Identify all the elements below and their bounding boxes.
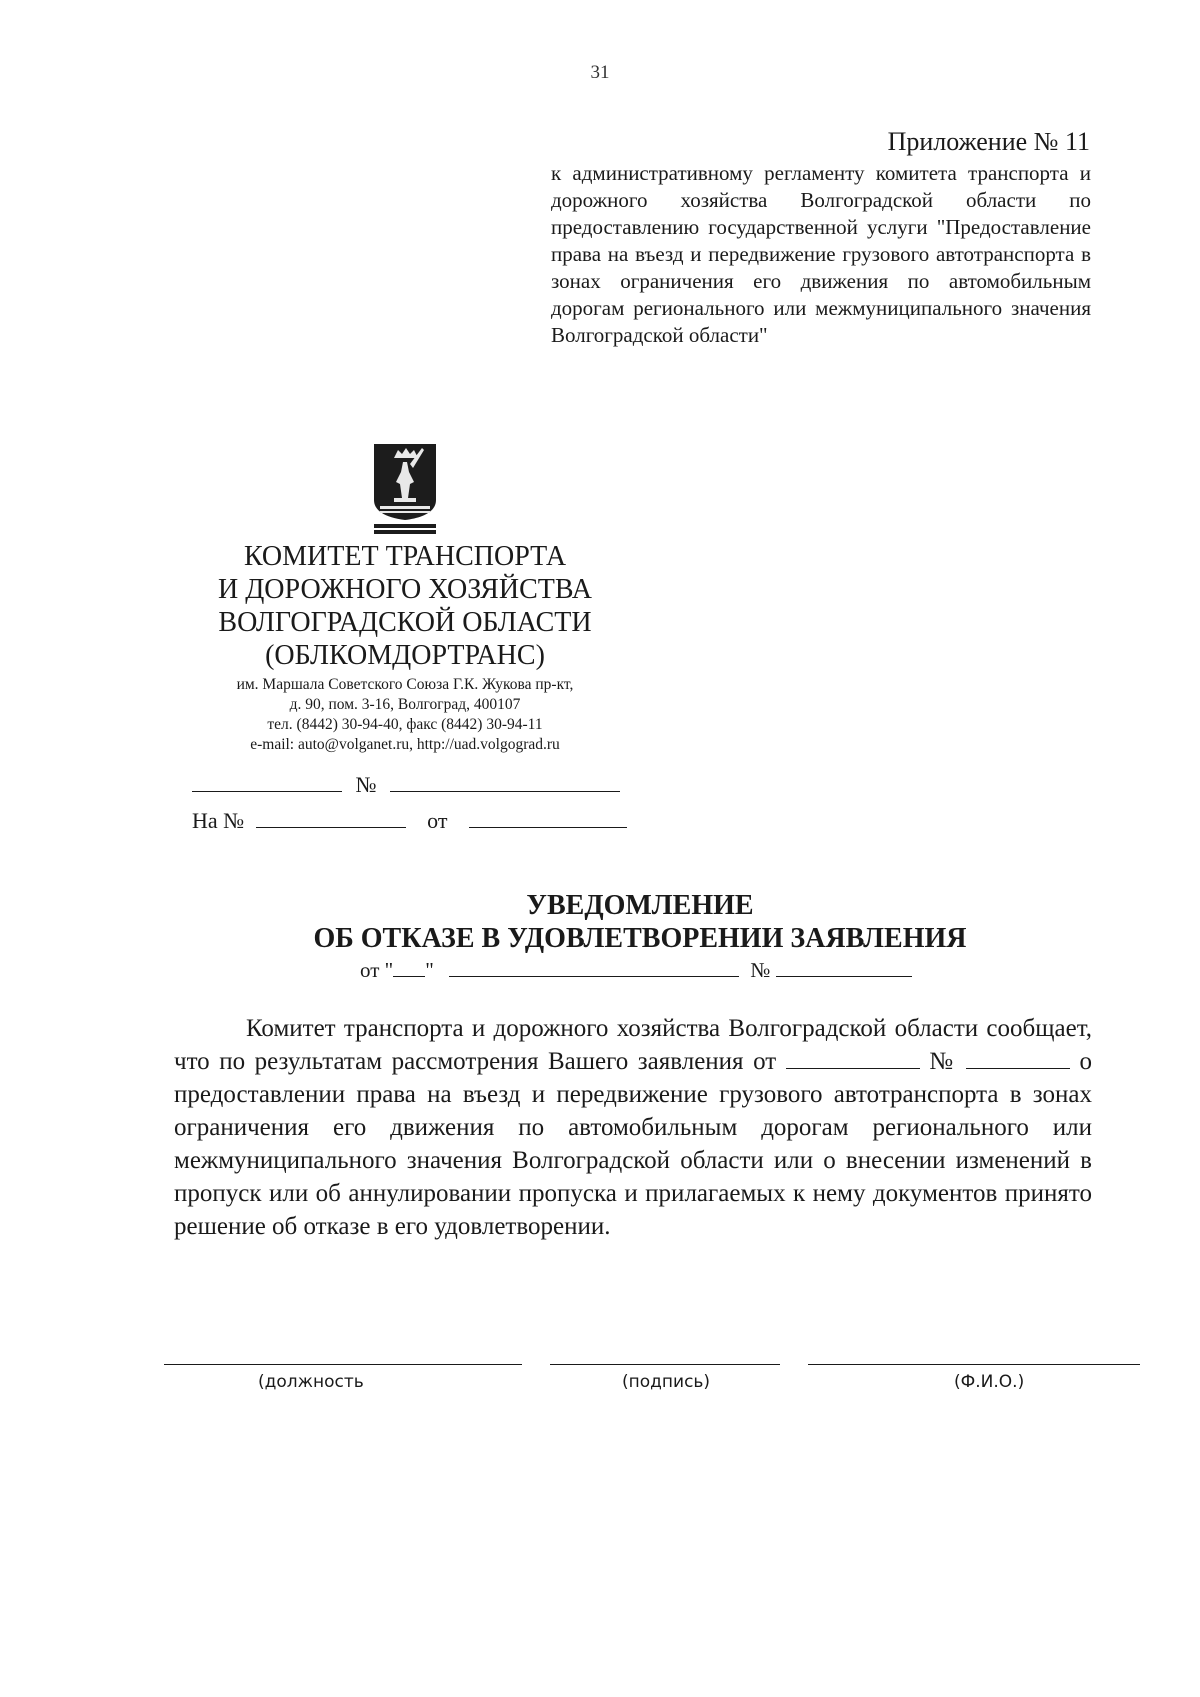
body-number-sign: № — [929, 1048, 957, 1075]
org-name-line-2: И ДОРОЖНОГО ХОЗЯЙСТВА — [217, 574, 592, 605]
registration-date-blank[interactable] — [192, 773, 342, 792]
notice-subtitle: ОБ ОТКАЗЕ В УДОВЛЕТВОРЕНИИ ЗАЯВЛЕНИЯ — [313, 923, 967, 954]
registration-number-line — [192, 772, 620, 798]
notice-title: УВЕДОМЛЕНИЕ — [526, 890, 754, 921]
notice-date-prefix: от " — [360, 958, 394, 982]
signature-line[interactable] — [550, 1364, 780, 1365]
org-address-line-1: им. Маршала Советского Союза Г.К. Жукова пр-кт, — [236, 676, 574, 693]
notice-day-blank[interactable] — [393, 958, 425, 977]
org-address-line-2: д. 90, пом. 3-16, Волгоград, 400107 — [289, 696, 521, 713]
application-date-blank[interactable] — [786, 1046, 920, 1069]
position-label: (должность — [258, 1372, 364, 1392]
page-number: 31 — [590, 62, 610, 83]
org-name-line-4: (ОБЛКОМДОРТРАНС) — [265, 640, 545, 671]
registration-number-sign: № — [355, 772, 377, 797]
position-signature-line[interactable] — [164, 1364, 522, 1365]
signature-label: (подпись) — [622, 1372, 711, 1392]
reference-date-blank[interactable] — [469, 809, 627, 828]
full-name-signature-line[interactable] — [808, 1364, 1140, 1365]
org-address — [170, 675, 640, 755]
appendix-title: Приложение № 11 — [887, 127, 1090, 156]
notice-date-line — [360, 958, 912, 983]
org-address-line-4: e-mail: auto@volganet.ru, http://uad.volgograd.ru — [250, 736, 560, 753]
notice-month-year-blank[interactable] — [449, 958, 739, 977]
registration-number-blank[interactable] — [390, 773, 620, 792]
org-address-line-3: тел. (8442) 30-94-40, факс (8442) 30-94-11 — [267, 716, 543, 733]
appendix-text: к административному регламенту комитета транспорта и дорожного хозяйства Волгоградской области по предоставлению государственной услуги "Предоставление права на въезд и передвижение грузового автотранспорта в зонах ограничения его движения по автомобильным дорогам регионального или межмуниципального значения Волгоградской области" — [551, 161, 1091, 347]
application-number-blank[interactable] — [966, 1046, 1070, 1069]
body-text-part-1: Комитет транспорта и дорожного хозяйства Волгоградской области сообщает, что по результатам рассмотрения Вашего заявления от — [174, 1015, 1092, 1075]
org-name-line-3: ВОЛГОГРАДСКОЙ ОБЛАСТИ — [218, 607, 592, 638]
reference-number-line — [192, 808, 627, 834]
full-name-label: (Ф.И.О.) — [954, 1372, 1025, 1392]
volgograd-coat-of-arms-icon — [372, 442, 438, 534]
notice-date-quote-close: " — [425, 958, 434, 982]
reference-from-label: от — [427, 808, 448, 833]
org-name-line-1: КОМИТЕТ ТРАНСПОРТА — [243, 541, 567, 572]
reference-number-label: На № — [192, 808, 245, 833]
notice-number-blank[interactable] — [776, 958, 912, 977]
notice-body — [174, 1012, 1092, 1243]
notice-number-sign: № — [750, 958, 771, 982]
reference-number-blank[interactable] — [256, 809, 406, 828]
body-text-part-2: о предоставлении права на въезд и передвижение грузового автотранспорта в зонах ограничения его движения по автомобильным дорогам регионального или межмуниципального значения Волгоградской области или о внесении изменений в пропуск или об аннулировании пропуска и прилагаемых к нему документов принято решение об отказе в его удовлетворении. — [174, 1048, 1093, 1240]
organization-block — [170, 540, 640, 755]
